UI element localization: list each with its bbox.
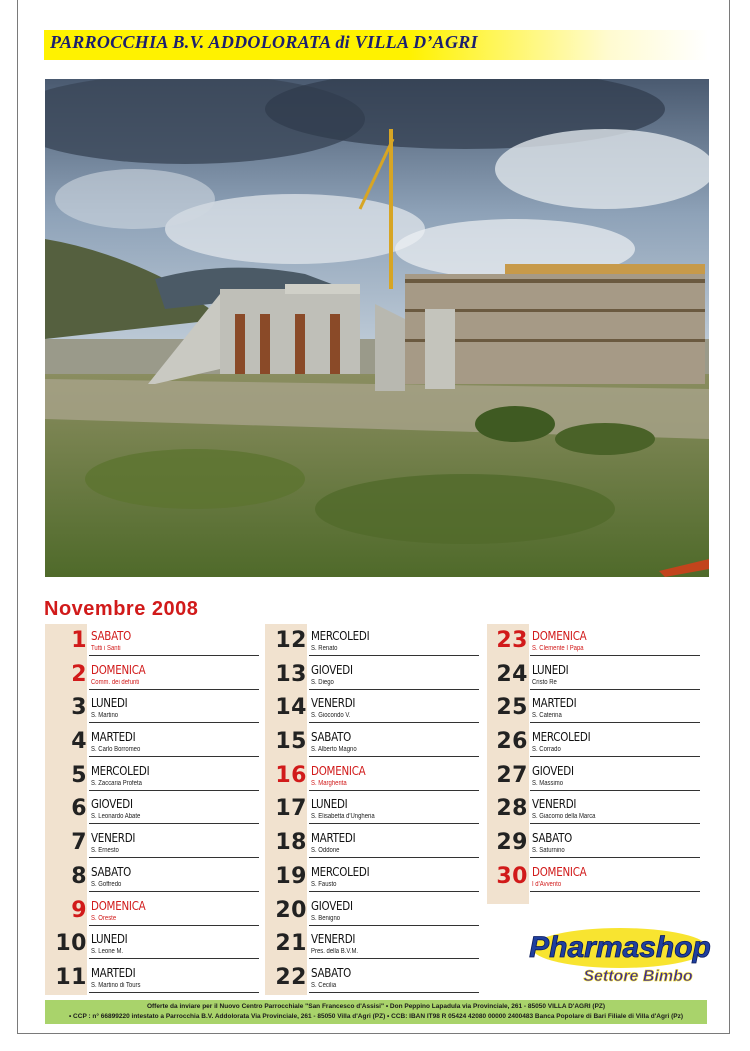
day-number: 4 [71, 729, 87, 755]
day-row [265, 860, 479, 894]
row-divider [89, 790, 259, 791]
day-row [265, 759, 479, 793]
saint-name: S. Ernesto [91, 847, 119, 855]
day-number: 17 [275, 796, 307, 822]
weekday-name: GIOVEDI [532, 763, 574, 778]
day-row [486, 691, 700, 725]
weekday-name: GIOVEDI [91, 797, 133, 812]
row-divider [89, 655, 259, 656]
day-number: 25 [496, 695, 528, 721]
saint-name: Comm. dei defunti [91, 678, 140, 686]
saint-name: Tutti i Santi [91, 645, 121, 652]
pharmashop-logo [528, 921, 712, 991]
row-divider [309, 790, 479, 791]
day-number: 1 [71, 628, 87, 653]
saint-name: S. Alberto Magno [311, 746, 357, 754]
day-row [45, 725, 259, 759]
row-divider [89, 823, 259, 824]
row-divider [89, 992, 259, 993]
row-divider [309, 992, 479, 993]
row-divider [89, 756, 259, 757]
weekday-name: MERCOLEDI [311, 864, 370, 879]
weekday-name: SABATO [311, 965, 352, 980]
weekday-name: VENERDI [311, 696, 356, 711]
footer-line-2: • CCP : n° 66899220 intestato a Parrocchia B.V. Addolorata Via Provinciale, 261 - 85050 Villa d'Agri (PZ) • CCB: IBAN IT98 R 05424 42080 00000 2400483 Banca Popolare di Bari Filiale di Villa d'Agri (Pz) [68, 1013, 684, 1020]
row-divider [309, 823, 479, 824]
row-divider [530, 756, 700, 757]
weekday-name: MARTEDI [311, 831, 356, 846]
row-divider [530, 790, 700, 791]
row-divider [530, 857, 700, 858]
row-divider [89, 925, 259, 926]
saint-name: S. Zaccaria Profeta [91, 779, 142, 787]
row-divider [89, 689, 259, 690]
saint-name: S. Martino [91, 712, 119, 720]
footer-band [45, 1000, 707, 1024]
day-row [486, 792, 700, 826]
weekday-name: DOMENICA [532, 864, 587, 879]
day-number: 5 [71, 762, 87, 788]
day-number: 27 [496, 762, 528, 788]
weekday-name: MARTEDI [91, 730, 136, 745]
weekday-name: VENERDI [91, 831, 136, 846]
day-number: 26 [496, 729, 528, 755]
day-row [265, 961, 479, 995]
saint-name: S. Cecilia [311, 981, 337, 989]
weekday-name: LUNEDI [532, 662, 569, 677]
weekday-name: MERCOLEDI [91, 763, 150, 778]
day-number: 7 [71, 830, 87, 856]
saint-name: S. Goffredo [91, 880, 122, 888]
saint-name: I d'Avvento [532, 880, 562, 888]
day-number: 2 [71, 661, 87, 687]
saint-name: S. Caterina [532, 712, 562, 720]
weekday-name: SABATO [532, 831, 573, 846]
row-divider [530, 655, 700, 656]
day-row [486, 759, 700, 793]
day-number: 21 [275, 931, 307, 957]
day-row [486, 860, 700, 894]
saint-name: Pres. della B.V.M. [311, 948, 359, 956]
saint-name: S. Elisabetta d'Ungheria [311, 813, 375, 821]
day-row [486, 658, 700, 692]
day-row [45, 961, 259, 995]
day-row [45, 927, 259, 961]
day-row [45, 658, 259, 692]
day-row [265, 792, 479, 826]
weekday-name: GIOVEDI [311, 662, 353, 677]
saint-name: S. Massimo [532, 779, 564, 787]
weekday-name: VENERDI [532, 797, 577, 812]
day-number: 29 [496, 830, 528, 856]
weekday-name: LUNEDI [311, 797, 348, 812]
day-row [265, 927, 479, 961]
construction-photo [45, 79, 709, 577]
row-divider [309, 722, 479, 723]
row-divider [530, 823, 700, 824]
day-row [45, 860, 259, 894]
day-number: 20 [275, 897, 307, 923]
saint-name: S. Leonardo Abate [91, 813, 141, 821]
day-row [45, 792, 259, 826]
day-number: 16 [275, 762, 307, 788]
logo-tagline-text: Settore Bimbo [583, 968, 693, 985]
day-number: 22 [275, 964, 307, 990]
day-number: 15 [275, 729, 307, 755]
day-row [45, 691, 259, 725]
weekday-name: LUNEDI [91, 932, 128, 947]
footer-line-1: Offerte da inviare per il Nuovo Centro Parrocchiale "San Francesco d'Assisi" • Don Peppino Lapadula via Provinciale, 261 - 85050 VILLA D'AGRI (PZ) [146, 1003, 606, 1010]
row-divider [309, 925, 479, 926]
saint-name: S. Leone M. [91, 948, 124, 956]
weekday-name: MERCOLEDI [311, 629, 370, 643]
weekday-name: DOMENICA [91, 662, 146, 677]
saint-name: S. Benigno [311, 914, 341, 922]
row-divider [309, 756, 479, 757]
day-number: 13 [275, 661, 307, 687]
row-divider [530, 722, 700, 723]
saint-name: S. Margherita [311, 779, 347, 787]
row-divider [89, 958, 259, 959]
day-number: 3 [71, 695, 87, 721]
row-divider [89, 857, 259, 858]
day-number: 19 [275, 863, 307, 889]
weekday-name: DOMENICA [91, 898, 146, 913]
day-row [265, 826, 479, 860]
day-number: 11 [55, 964, 87, 990]
row-divider [309, 689, 479, 690]
day-row [265, 691, 479, 725]
weekday-name: SABATO [91, 629, 132, 643]
saint-name: S. Giocondo V. [311, 712, 351, 720]
saint-name: S. Carlo Borromeo [91, 746, 141, 754]
day-row [486, 624, 700, 658]
day-number: 28 [496, 796, 528, 822]
logo-brand-text: Pharmashop [529, 931, 711, 964]
day-number: 8 [71, 863, 87, 889]
day-number: 23 [496, 628, 528, 653]
saint-name: S. Giacomo della Marca [532, 813, 596, 821]
day-row [265, 894, 479, 928]
weekday-name: GIOVEDI [311, 898, 353, 913]
day-number: 6 [71, 796, 87, 822]
calendar-column-2 [265, 624, 479, 995]
saint-name: S. Renato [311, 645, 338, 652]
row-divider [530, 689, 700, 690]
day-row [45, 624, 259, 658]
weekday-name: MARTEDI [91, 965, 136, 980]
saint-name: S. Fausto [311, 880, 337, 888]
row-divider [309, 655, 479, 656]
day-number: 18 [275, 830, 307, 856]
day-number: 10 [55, 931, 87, 957]
day-number: 30 [496, 863, 528, 889]
day-row [45, 826, 259, 860]
weekday-name: SABATO [91, 864, 132, 879]
saint-name: Cristo Re [532, 678, 557, 686]
day-row [265, 725, 479, 759]
row-divider [530, 891, 700, 892]
day-number: 24 [496, 661, 528, 687]
saint-name: S. Oddone [311, 847, 340, 855]
saint-name: S. Saturnino [532, 847, 565, 855]
row-divider [89, 722, 259, 723]
day-number: 14 [275, 695, 307, 721]
saint-name: S. Clemente I Papa [532, 645, 584, 652]
month-title: Novembre 2008 [44, 598, 199, 620]
row-divider [309, 891, 479, 892]
saint-name: S. Diego [311, 678, 334, 686]
saint-name: S. Corrado [532, 746, 561, 754]
day-row [486, 725, 700, 759]
weekday-name: MARTEDI [532, 696, 577, 711]
weekday-name: MERCOLEDI [532, 730, 591, 745]
weekday-name: VENERDI [311, 932, 356, 947]
weekday-name: LUNEDI [91, 696, 128, 711]
saint-name: S. Oreste [91, 914, 117, 922]
calendar-column-1 [45, 624, 259, 995]
row-divider [89, 891, 259, 892]
row-divider [309, 857, 479, 858]
day-row [265, 624, 479, 658]
page-title: PARROCCHIA B.V. ADDOLORATA di VILLA D’AGRI [50, 32, 478, 52]
day-row [45, 759, 259, 793]
day-row [486, 826, 700, 860]
weekday-name: SABATO [311, 730, 352, 745]
day-row [45, 894, 259, 928]
day-number: 9 [71, 897, 87, 923]
saint-name: S. Martino di Tours [91, 981, 141, 989]
day-row [265, 658, 479, 692]
row-divider [309, 958, 479, 959]
weekday-name: DOMENICA [311, 763, 366, 778]
weekday-name: DOMENICA [532, 629, 587, 643]
calendar-column-3 [486, 624, 700, 894]
day-number: 12 [275, 628, 307, 653]
